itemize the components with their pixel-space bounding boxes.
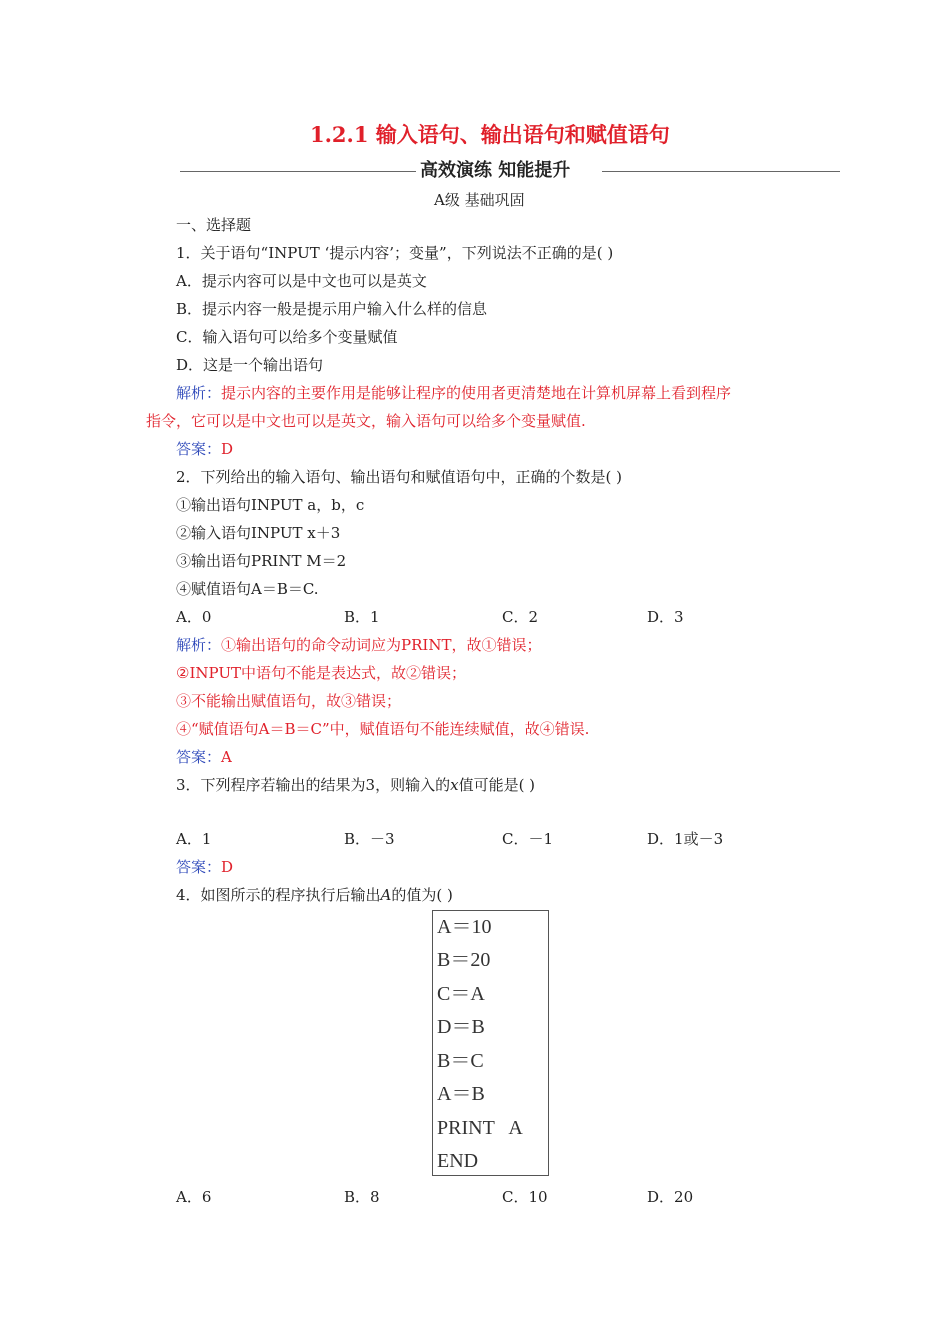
option-a: A．提示内容可以是中文也可以是英文 [176, 272, 427, 290]
answer-label: 答案： [176, 440, 222, 458]
analysis-line [176, 383, 731, 403]
subtitle-rule-right [602, 171, 840, 172]
analysis-text-continued: 指令，它可以是中文也可以是英文，输入语句可以给多个变量赋值. [146, 412, 586, 430]
analysis-text: ①输出语句的命令动词应为PRINT，故①错误； [221, 636, 542, 654]
program-line: D＝B [437, 1016, 485, 1038]
stem-text: 3．下列程序若输出的结果为3，则输入的 [176, 776, 451, 794]
analysis-text-4: ④“赋值语句A＝B＝C”中，赋值语句不能连续赋值，故④错误. [176, 720, 590, 738]
question-stem: 2．下列给出的输入语句、输出语句和赋值语句中，正确的个数是( ) [176, 468, 623, 486]
option-b: B．－3 [344, 830, 395, 848]
subtitle-rule-left [180, 171, 416, 172]
answer-value: D [221, 440, 234, 458]
program-line: END [437, 1150, 479, 1172]
stem-variable: x [450, 776, 459, 794]
program-line: C＝A [437, 983, 485, 1005]
analysis-label: 解析： [176, 384, 222, 402]
option-b: B．8 [344, 1188, 380, 1206]
analysis-text-3: ③不能输出赋值语句，故③错误； [176, 692, 402, 710]
option-c: C．2 [502, 608, 539, 626]
answer-value: A [221, 748, 232, 766]
option-a: A．1 [176, 830, 212, 848]
statement-1: ①输出语句INPUT a，b，c [176, 496, 365, 514]
option-d: D．这是一个输出语句 [176, 356, 324, 374]
question-stem [176, 775, 535, 795]
option-d: D．1或－3 [647, 830, 724, 848]
stem-variable: A [380, 886, 392, 904]
option-c: C．10 [502, 1188, 548, 1206]
page-subtitle: 高效演练 知能提升 [420, 160, 571, 181]
option-d: D．20 [647, 1188, 694, 1206]
analysis-line [176, 635, 541, 655]
statement-3: ③输出语句PRINT M＝2 [176, 552, 347, 570]
option-c: C．－1 [502, 830, 554, 848]
page-title: 1.2.1 输入语句、输出语句和赋值语句 [310, 122, 670, 147]
analysis-text-2: ②INPUT中语句不能是表达式，故②错误； [176, 664, 466, 682]
level-heading: A级 基础巩固 [434, 191, 525, 209]
question-stem: 1．关于语句“INPUT ‘提示内容’；变量”，下列说法不正确的是( ) [176, 244, 614, 262]
program-line: PRINT A [437, 1117, 523, 1139]
program-line: B＝C [437, 1050, 484, 1072]
statement-2: ②输入语句INPUT x＋3 [176, 524, 341, 542]
option-a: A．6 [176, 1188, 212, 1206]
analysis-text: 提示内容的主要作用是能够让程序的使用者更清楚地在计算机屏幕上看到程序 [221, 384, 732, 402]
answer-label: 答案： [176, 748, 222, 766]
option-b: B．提示内容一般是提示用户输入什么样的信息 [176, 300, 488, 318]
answer-label: 答案： [176, 858, 222, 876]
option-b: B．1 [344, 608, 380, 626]
option-a: A．0 [176, 608, 212, 626]
answer-line [176, 439, 233, 459]
stem-text-end: 值可能是( ) [458, 776, 536, 794]
question-stem [176, 885, 453, 905]
section-heading: 一、选择题 [176, 216, 252, 234]
answer-line [176, 747, 232, 767]
answer-value: D [221, 858, 234, 876]
program-box [432, 910, 549, 1176]
stem-text: 4．如图所示的程序执行后输出 [176, 886, 381, 904]
program-line: A＝10 [437, 916, 492, 938]
option-c: C．输入语句可以给多个变量赋值 [176, 328, 398, 346]
analysis-label: 解析： [176, 636, 222, 654]
stem-text-end: 的值为( ) [391, 886, 453, 904]
answer-line [176, 857, 233, 877]
program-line: B＝20 [437, 949, 491, 971]
option-d: D．3 [647, 608, 684, 626]
statement-4: ④赋值语句A＝B＝C. [176, 580, 319, 598]
program-line: A＝B [437, 1083, 485, 1105]
